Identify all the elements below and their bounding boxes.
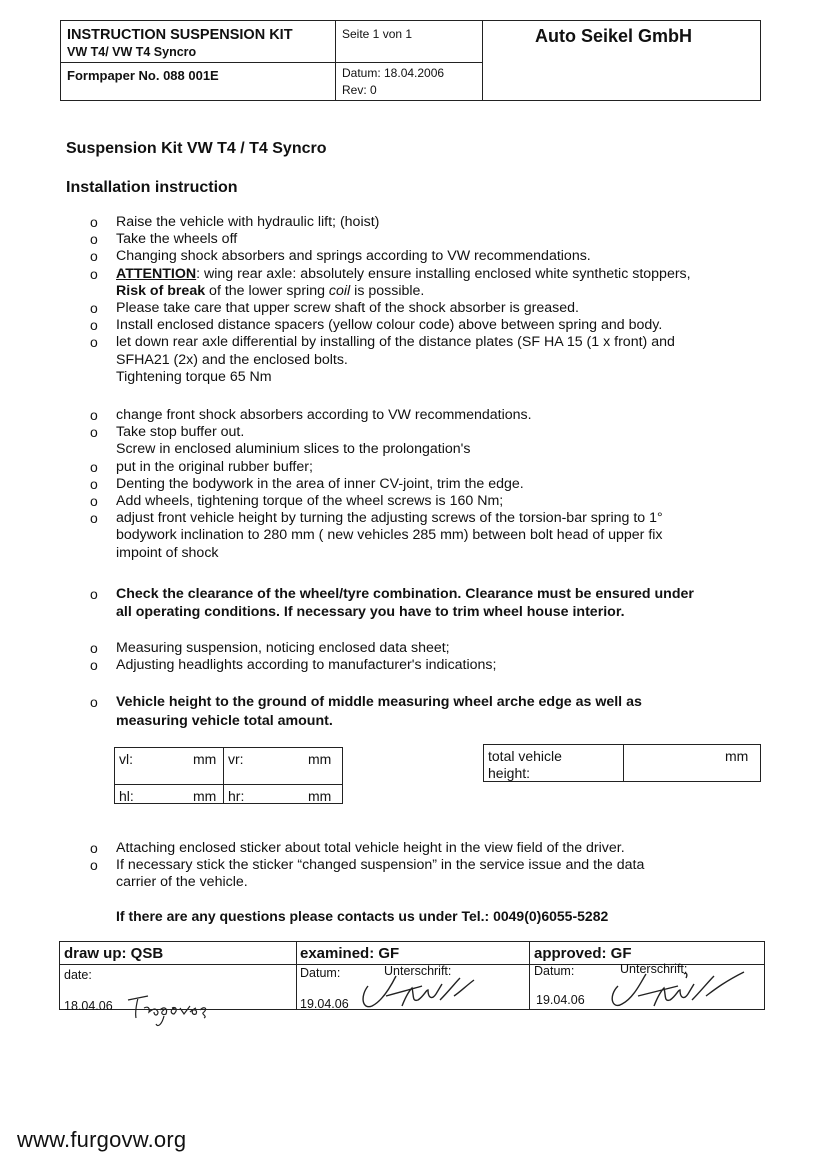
list-item: o adjust front vehicle height by turning the adjusting screws of the torsion-bar spring to 1° bodywork inclination to 280 mm ( new vehicles 285 mm) between bolt head of upper fix impoint of shock [90, 510, 663, 561]
list-item: o Please take care that upper screw shaft of the shock absorber is greased. [90, 300, 579, 317]
hl-label: hl: [119, 788, 134, 804]
approved-label: approved: GF [534, 945, 632, 962]
instruction-list-3 [90, 640, 770, 674]
section-title: Installation instruction [66, 179, 238, 196]
draw-date: 18.04.06 [64, 999, 113, 1013]
list-item: o Take stop buffer out. Screw in enclosed aluminium slices to the prolongation's [90, 424, 471, 458]
page-number: Seite 1 von 1 [342, 27, 413, 41]
list-item: o Vehicle height to the ground of middle measuring wheel arche edge as well as measuring vehicle total amount. [90, 694, 642, 729]
hr-unit: mm [308, 788, 332, 804]
appr-signature-label: Unterschrift: [620, 962, 688, 976]
revision: Rev: 0 [342, 83, 377, 97]
drawup-signature [124, 990, 214, 1030]
hr-label: hr: [228, 788, 245, 804]
list-item: o Denting the bodywork in the area of inner CV-joint, trim the edge. [90, 475, 524, 492]
total-height-unit: mm [725, 748, 749, 764]
watermark-text: www.furgovw.org [17, 1127, 187, 1152]
list-item: o Measuring suspension, noticing enclosed data sheet; [90, 640, 450, 656]
list-item: o Attaching enclosed sticker about total vehicle height in the view field of the driver. [90, 840, 625, 856]
vl-label: vl: [119, 751, 133, 767]
vr-label: vr: [228, 751, 244, 767]
company-name: Auto Seikel GmbH [535, 26, 693, 46]
list-item: o If necessary stick the sticker “changed suspension” in the service issue and the data carrier of the vehicle. [90, 857, 645, 891]
list-item: o put in the original rubber buffer; [90, 458, 313, 475]
doc-type-title: INSTRUCTION SUSPENSION KIT [67, 27, 293, 43]
list-item: o Install enclosed distance spacers (yellow colour code) above between spring and body. [90, 317, 663, 334]
list-item: o Add wheels, tightening torque of the wheel screws is 160 Nm; [90, 493, 504, 510]
draw-up-label: draw up: QSB [64, 945, 164, 962]
instruction-list-1 [90, 214, 770, 386]
vehicle-model: VW T4/ VW T4 Syncro [67, 45, 197, 59]
list-item: o Raise the vehicle with hydraulic lift; (hoist) [90, 214, 380, 230]
header-table [60, 20, 761, 101]
instruction-list-2 [90, 407, 770, 562]
list-item: o change front shock absorbers according to VW recommendations. [90, 407, 532, 423]
list-item: o Take the wheels off [90, 231, 238, 248]
list-item: o let down rear axle differential by installing of the distance plates (SF HA 15 (1 x front) and SFHA21 (2x) and the enclosed bolts. Tightening torque 65 Nm [90, 334, 675, 385]
total-height-label: total vehicle height: [488, 748, 562, 781]
risk-label: Risk of break [116, 282, 206, 299]
attention-item: o ATTENTION: wing rear axle: absolutely ensure installing enclosed white synthetic stoppers, Risk of break of the lower spring coil is possible. [90, 265, 691, 299]
hl-unit: mm [193, 788, 217, 804]
approved-signature [604, 966, 754, 1016]
exam-signature-label: Unterschrift: [384, 964, 452, 978]
list-item: o Check the clearance of the wheel/tyre combination. Clearance must be ensured under all operating conditions. If necessary you have to trim wheel house interior. [90, 586, 694, 620]
document-title: Suspension Kit VW T4 / T4 Syncro [66, 140, 327, 157]
contact-line: If there are any questions please contacts us under Tel.: 0049(0)6055-5282 [116, 908, 609, 924]
height-note [90, 693, 770, 731]
attention-label: ATTENTION [116, 265, 197, 282]
list-item: o Adjusting headlights according to manufacturer's indications; [90, 657, 497, 674]
vr-unit: mm [308, 751, 332, 767]
date-label: date: [64, 968, 92, 982]
appr-datum-label: Datum: [534, 964, 575, 978]
exam-datum-label: Datum: [300, 966, 341, 980]
exam-date: 19.04.06 [300, 997, 349, 1011]
total-height-table [483, 744, 761, 782]
examined-label: examined: GF [300, 945, 400, 962]
list-item: o Changing shock absorbers and springs according to VW recommendations. [90, 248, 591, 265]
header-date: Datum: 18.04.2006 [342, 66, 445, 80]
clearance-note [90, 585, 770, 621]
examined-signature [356, 966, 486, 1016]
instruction-list-4 [90, 840, 770, 892]
appr-date: 19.04.06 [536, 993, 585, 1007]
vl-unit: mm [193, 751, 217, 767]
formpaper-number: Formpaper No. 088 001E [67, 68, 219, 83]
axle-height-table [114, 747, 343, 804]
